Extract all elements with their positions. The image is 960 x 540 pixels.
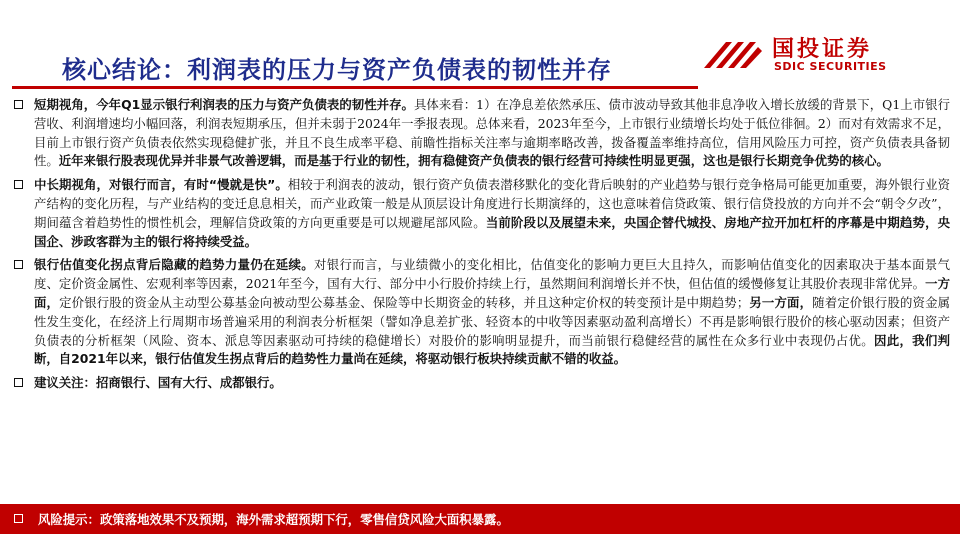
checkbox-bullet-icon xyxy=(14,260,23,269)
paragraph-lead: 中长期视角，对银行而言，有时“慢就是快”。 xyxy=(34,177,288,193)
paragraph-mid-long-term xyxy=(10,176,950,251)
logo-name: 国投证券 xyxy=(772,37,873,62)
paragraph-tail: 近年来银行股表现优异并非景气改善逻辑，而是基于行业的韧性，拥有稳健资产负债表的银行经营可持续性明显更强，这也是银行长期竞争优势的核心。 xyxy=(58,153,889,169)
paragraph-short-term xyxy=(10,96,950,171)
title-underline xyxy=(12,86,698,89)
paragraph-body: 相较于利润表的波动，银行资产负债表潜移默化的变化背后映射的产业趋势与银行竞争格局可能更加重要，海外银行业资产结构的变化历程，与产业结构的变迁息息相关，而产业政策一般是从顶层设计角度进行长期演绎的，这也意味着信贷政策、银行信贷投放的方向并不会“朝令夕改”，期间蕴含着趋势性的惯性机会，理解信贷政策的方向更重要是可以规避尾部风险。 xyxy=(34,177,950,230)
paragraph-body: 随着定价银行股的资金属性发生变化，在经济上行周期市场普遍采用的利润表分析框架（譬如净息差扩张、轻资本的中收等因素驱动盈利高增长）不再是影响银行股价的核心驱动因素；但资产负债表的分析框架（风险、资本、派息等因素驱动可持续的稳健增长）对股价的影响明显提升，而当前银行稳健经营的属性在众多行业中表现仍占优。 xyxy=(34,294,951,348)
paragraph-lead: 银行估值变化拐点背后隐藏的趋势力量仍在延续。 xyxy=(34,257,314,273)
paragraph-body: 对银行而言，与业绩微小的变化相比，估值变化的影响力更巨大且持久，而影响估值变化的因素取决于基本面景气度、定价资金属性、宏观利率等因素，2021年至今，国有大行、部分中小行股价持续上行，虽然期间利润增长并不快，但估值的缓慢修复让其股价表现非常优异。 xyxy=(34,257,951,292)
checkbox-bullet-icon xyxy=(14,180,23,189)
paragraph-tail: 当前阶段以及展望未来，央国企替代城投、房地产拉开加杠杆的序幕是中期趋势，央国企、涉政客群为主的银行将持续受益。 xyxy=(34,214,951,249)
paragraph-recommendation xyxy=(10,374,950,393)
checkbox-bullet-icon xyxy=(14,378,23,387)
risk-warning-bar xyxy=(0,504,960,534)
paragraph-emphasis: 一方面， xyxy=(34,276,950,310)
paragraph-body: 定价银行股的资金从主动型公募基金向被动型公募基金、保险等中长期资金的转移，并且这种定价权的转变预计是中期趋势； xyxy=(59,294,750,310)
paragraph-lead: 短期视角，今年Q1显示银行利润表的压力与资产负债表的韧性并存。 xyxy=(34,97,414,112)
checkbox-bullet-icon xyxy=(14,514,23,523)
checkbox-bullet-icon xyxy=(14,100,23,109)
conclusions-list xyxy=(10,96,950,398)
paragraph-lead: 建议关注：招商银行、国有大行、成都银行。 xyxy=(34,375,282,391)
paragraph-tail: 因此，我们判断，自2021年以来，银行估值发生拐点背后的趋势性力量尚在延续，将驱动银行板块持续贡献不错的收益。 xyxy=(34,332,951,367)
logo-mark-icon xyxy=(700,34,766,74)
paragraph-body: 具体来看：1）在净息差依然承压、债市波动导致其他非息净收入增长放缓的背景下，Q1上市银行营收、利润增速均小幅回落，利润表短期承压，但并未弱于2024年一季报表现。总体来看，2023年至今，上市银行业绩增长均处于低位徘徊。2）而对有效需求不足，目前上市银行资产负债表依然实现稳健扩张，并且不良生成率平稳、前瞻性指标关注率与逾期率略改善，拨备覆盖率维持高位，信用风险压力可控，资产负债表具备韧性。 xyxy=(34,97,950,169)
risk-warning-text: 风险提示：政策落地效果不及预期，海外需求超预期下行，零售信贷风险大面积暴露。 xyxy=(38,512,509,527)
company-logo xyxy=(700,30,950,80)
header xyxy=(0,0,960,92)
page-title: 核心结论：利润表的压力与资产负债表的韧性并存 xyxy=(62,56,612,84)
logo-english-name: SDIC SECURITIES xyxy=(774,60,887,73)
paragraph-valuation xyxy=(10,256,950,369)
paragraph-emphasis: 另一方面， xyxy=(749,294,813,310)
